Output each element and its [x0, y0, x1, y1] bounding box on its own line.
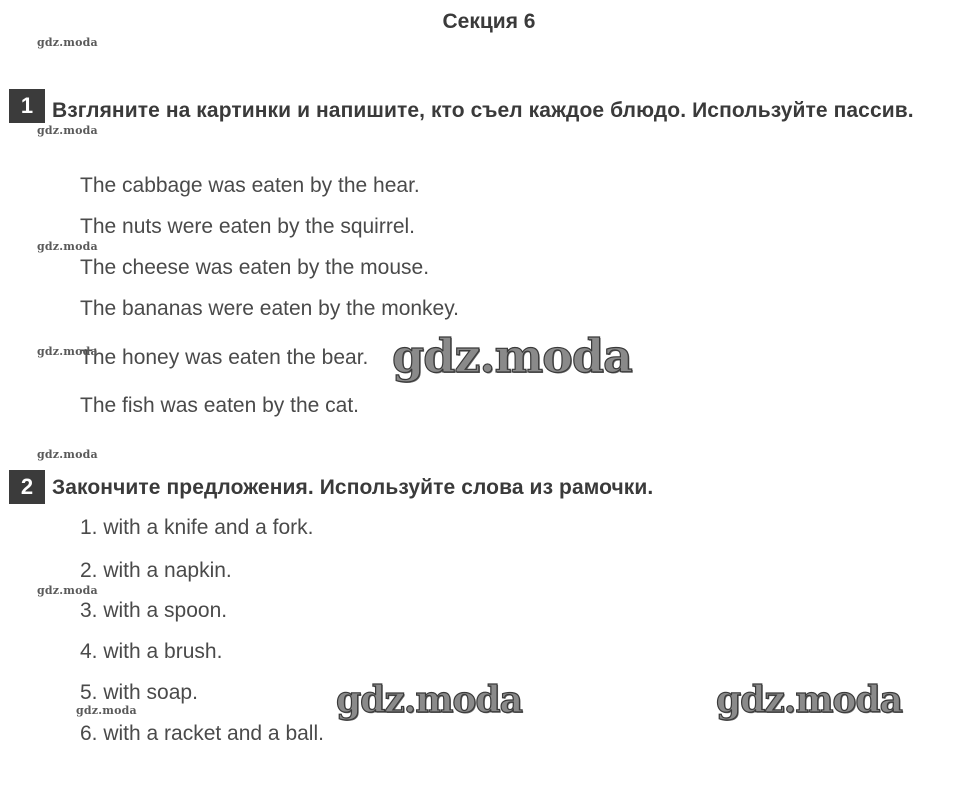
task-2-heading: Закончите предложения. Используйте слова из рамочки. [52, 476, 654, 499]
watermark-small: gdz.moda [37, 448, 98, 461]
watermark-large: gdz.moda [716, 679, 902, 721]
watermark-small: gdz.moda [76, 704, 137, 717]
task-1-answer-4: The bananas were eaten by the monkey. [80, 297, 460, 320]
task-2-answer-3: 3. with a spoon. [80, 599, 228, 622]
watermark-small: gdz.moda [37, 345, 98, 358]
task-2-answer-1: 1. with a knife and a fork. [80, 516, 314, 539]
task-2-answer-6: 6. with a racket and a ball. [80, 722, 324, 745]
watermark-large: gdz.moda [392, 329, 632, 383]
task-1-answer-1: The cabbage was eaten by the hear. [80, 174, 420, 197]
watermark-small: gdz.moda [37, 240, 98, 253]
task-2-answer-4: 4. with a brush. [80, 640, 223, 663]
task-1-answer-6: The fish was eaten by the cat. [80, 394, 359, 417]
task-1-answer-3: The cheese was eaten by the mouse. [80, 256, 430, 279]
task-1-heading: Взгляните на картинки и напишите, кто съел каждое блюдо. Используйте пассив. [52, 99, 914, 122]
task-1-number-badge: 1 [9, 89, 45, 123]
task-1-answer-2: The nuts were eaten by the squirrel. [80, 215, 416, 238]
task-2-answer-5: 5. with soap. [80, 681, 198, 704]
page-title: Секция 6 [442, 10, 536, 33]
task-2-answer-2: 2. with a napkin. [80, 559, 232, 582]
watermark-small: gdz.moda [37, 124, 98, 137]
watermark-large: gdz.moda [336, 679, 522, 721]
task-1-answer-5: The honey was eaten the bear. [80, 346, 369, 369]
watermark-small: gdz.moda [37, 36, 98, 49]
watermark-small: gdz.moda [37, 584, 98, 597]
task-2-number-badge: 2 [9, 470, 45, 504]
